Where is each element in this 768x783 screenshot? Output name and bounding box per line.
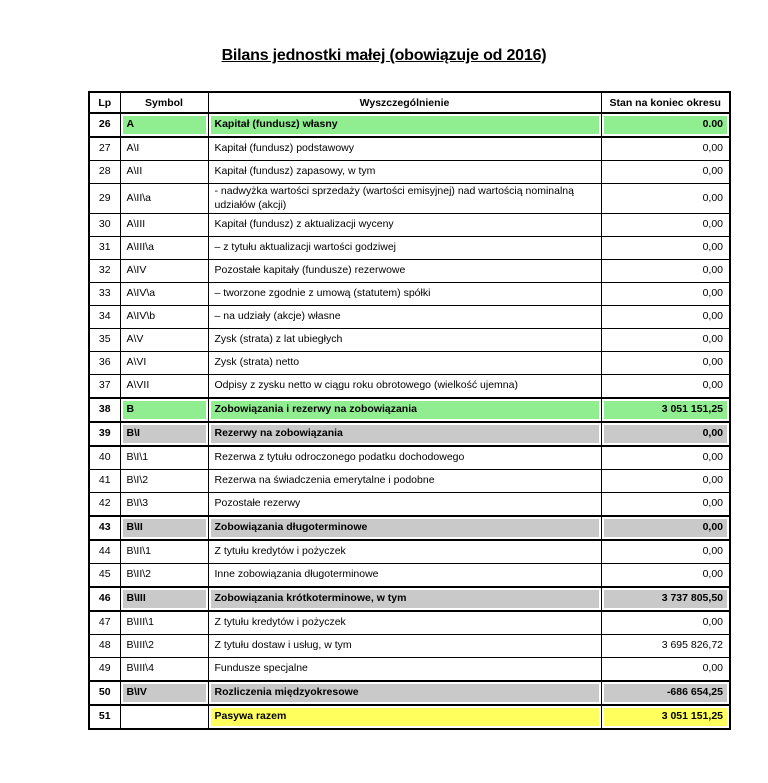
row-value: 0,00 — [601, 260, 730, 283]
table-row — [89, 705, 730, 729]
row-description: Rezerwa na świadczenia emerytalne i podobne — [208, 470, 601, 493]
row-description: Rezerwy na zobowiązania — [208, 422, 601, 446]
row-description: - nadwyżka wartości sprzedaży (wartości emisyjnej) nad wartością nominalną udziałów (akcji) — [208, 184, 601, 214]
row-symbol: B\III\2 — [120, 635, 208, 658]
row-symbol: B\III — [120, 587, 208, 611]
row-symbol: A\IV\b — [120, 306, 208, 329]
row-description: Kapitał (fundusz) podstawowy — [208, 137, 601, 161]
row-symbol: A\IV — [120, 260, 208, 283]
row-description: Odpisy z zysku netto w ciągu roku obrotowego (wielkość ujemna) — [208, 375, 601, 399]
table-row — [89, 658, 730, 682]
row-lp: 51 — [89, 705, 120, 729]
row-lp: 45 — [89, 564, 120, 588]
row-lp: 37 — [89, 375, 120, 399]
row-symbol: B\I\2 — [120, 470, 208, 493]
row-lp: 44 — [89, 540, 120, 564]
row-symbol: B\I\3 — [120, 493, 208, 517]
row-symbol: A\IV\a — [120, 283, 208, 306]
row-value: 0,00 — [601, 283, 730, 306]
table-row — [89, 161, 730, 184]
row-lp: 29 — [89, 184, 120, 214]
page-title: Bilans jednostki małej (obowiązuje od 2016) — [221, 47, 547, 64]
row-symbol: B\II — [120, 516, 208, 540]
row-description: Zysk (strata) netto — [208, 352, 601, 375]
header-row — [89, 92, 730, 113]
row-lp: 31 — [89, 237, 120, 260]
row-description: Rozliczenia międzyokresowe — [208, 681, 601, 705]
row-lp: 30 — [89, 214, 120, 237]
row-symbol: A\I — [120, 137, 208, 161]
row-lp: 43 — [89, 516, 120, 540]
row-description: Kapitał (fundusz) z aktualizacji wyceny — [208, 214, 601, 237]
table-row — [89, 587, 730, 611]
row-lp: 35 — [89, 329, 120, 352]
row-value: 0,00 — [601, 564, 730, 588]
row-value: 0,00 — [601, 237, 730, 260]
table-row — [89, 446, 730, 470]
row-description: Rezerwa z tytułu odroczonego podatku dochodowego — [208, 446, 601, 470]
row-value: 0,00 — [601, 137, 730, 161]
row-lp: 36 — [89, 352, 120, 375]
row-lp: 48 — [89, 635, 120, 658]
row-lp: 34 — [89, 306, 120, 329]
row-lp: 41 — [89, 470, 120, 493]
row-lp: 28 — [89, 161, 120, 184]
row-value: 0,00 — [601, 306, 730, 329]
table-row — [89, 540, 730, 564]
table-row — [89, 283, 730, 306]
row-value: 0,00 — [601, 214, 730, 237]
row-description: Kapitał (fundusz) własny — [208, 113, 601, 137]
table-row — [89, 375, 730, 399]
row-value: 0,00 — [601, 161, 730, 184]
row-description: Zobowiązania i rezerwy na zobowiązania — [208, 398, 601, 422]
row-symbol: A — [120, 113, 208, 137]
row-value: 0,00 — [601, 470, 730, 493]
row-description: – z tytułu aktualizacji wartości godziwej — [208, 237, 601, 260]
row-symbol: A\III\a — [120, 237, 208, 260]
row-value: 3 695 826,72 — [601, 635, 730, 658]
row-description: Z tytułu kredytów i pożyczek — [208, 611, 601, 635]
table-row — [89, 516, 730, 540]
row-lp: 26 — [89, 113, 120, 137]
table-row — [89, 470, 730, 493]
row-value: 0,00 — [601, 184, 730, 214]
row-value: 3 737 805,50 — [601, 587, 730, 611]
row-symbol: B\II\2 — [120, 564, 208, 588]
row-value: 0,00 — [601, 611, 730, 635]
row-symbol: A\II\a — [120, 184, 208, 214]
row-description: Zobowiązania długoterminowe — [208, 516, 601, 540]
header-symbol: Symbol — [120, 92, 208, 113]
row-symbol: B\IV — [120, 681, 208, 705]
table-row — [89, 635, 730, 658]
row-lp: 40 — [89, 446, 120, 470]
row-symbol: B\II\1 — [120, 540, 208, 564]
row-description: Pasywa razem — [208, 705, 601, 729]
row-description: – na udziały (akcje) własne — [208, 306, 601, 329]
row-lp: 49 — [89, 658, 120, 682]
header-description: Wyszczególnienie — [208, 92, 601, 113]
row-description: Pozostałe kapitały (fundusze) rezerwowe — [208, 260, 601, 283]
row-value: 0,00 — [601, 422, 730, 446]
row-symbol: B\III\4 — [120, 658, 208, 682]
row-value: 3 051 151,25 — [601, 705, 730, 729]
table-row — [89, 237, 730, 260]
row-symbol: A\VI — [120, 352, 208, 375]
row-symbol — [120, 705, 208, 729]
table-row — [89, 611, 730, 635]
table-row — [89, 137, 730, 161]
row-description: Kapitał (fundusz) zapasowy, w tym — [208, 161, 601, 184]
row-value: 0,00 — [601, 329, 730, 352]
table-row — [89, 564, 730, 588]
row-symbol: B\I — [120, 422, 208, 446]
row-description: Zobowiązania krótkoterminowe, w tym — [208, 587, 601, 611]
row-value: 0,00 — [601, 493, 730, 517]
row-lp: 38 — [89, 398, 120, 422]
row-description: Inne zobowiązania długoterminowe — [208, 564, 601, 588]
table-row — [89, 329, 730, 352]
row-lp: 50 — [89, 681, 120, 705]
row-lp: 39 — [89, 422, 120, 446]
row-value: 0.00 — [601, 113, 730, 137]
table-row — [89, 113, 730, 137]
row-lp: 42 — [89, 493, 120, 517]
table-row — [89, 352, 730, 375]
table-row — [89, 422, 730, 446]
row-lp: 27 — [89, 137, 120, 161]
row-symbol: A\III — [120, 214, 208, 237]
table-row — [89, 493, 730, 517]
balance-table-body — [89, 113, 730, 729]
row-lp: 47 — [89, 611, 120, 635]
row-value: 0,00 — [601, 352, 730, 375]
row-description: – tworzone zgodnie z umową (statutem) spółki — [208, 283, 601, 306]
table-row — [89, 681, 730, 705]
table-row — [89, 260, 730, 283]
row-lp: 33 — [89, 283, 120, 306]
row-symbol: A\V — [120, 329, 208, 352]
table-row — [89, 398, 730, 422]
row-value: 0,00 — [601, 516, 730, 540]
row-value: 0,00 — [601, 446, 730, 470]
row-value: 0,00 — [601, 658, 730, 682]
row-value: 0,00 — [601, 540, 730, 564]
row-lp: 46 — [89, 587, 120, 611]
row-value: 3 051 151,25 — [601, 398, 730, 422]
row-description: Z tytułu dostaw i usług, w tym — [208, 635, 601, 658]
header-value: Stan na koniec okresu — [601, 92, 730, 113]
row-description: Zysk (strata) z lat ubiegłych — [208, 329, 601, 352]
table-row — [89, 306, 730, 329]
table-row — [89, 184, 730, 214]
row-description: Pozostałe rezerwy — [208, 493, 601, 517]
row-symbol: B — [120, 398, 208, 422]
header-lp: Lp — [89, 92, 120, 113]
row-value: -686 654,25 — [601, 681, 730, 705]
row-description: Z tytułu kredytów i pożyczek — [208, 540, 601, 564]
row-symbol: A\II — [120, 161, 208, 184]
row-symbol: B\I\1 — [120, 446, 208, 470]
row-symbol: A\VII — [120, 375, 208, 399]
row-symbol: B\III\1 — [120, 611, 208, 635]
row-description: Fundusze specjalne — [208, 658, 601, 682]
balance-table — [88, 91, 731, 730]
row-lp: 32 — [89, 260, 120, 283]
table-row — [89, 214, 730, 237]
row-value: 0,00 — [601, 375, 730, 399]
